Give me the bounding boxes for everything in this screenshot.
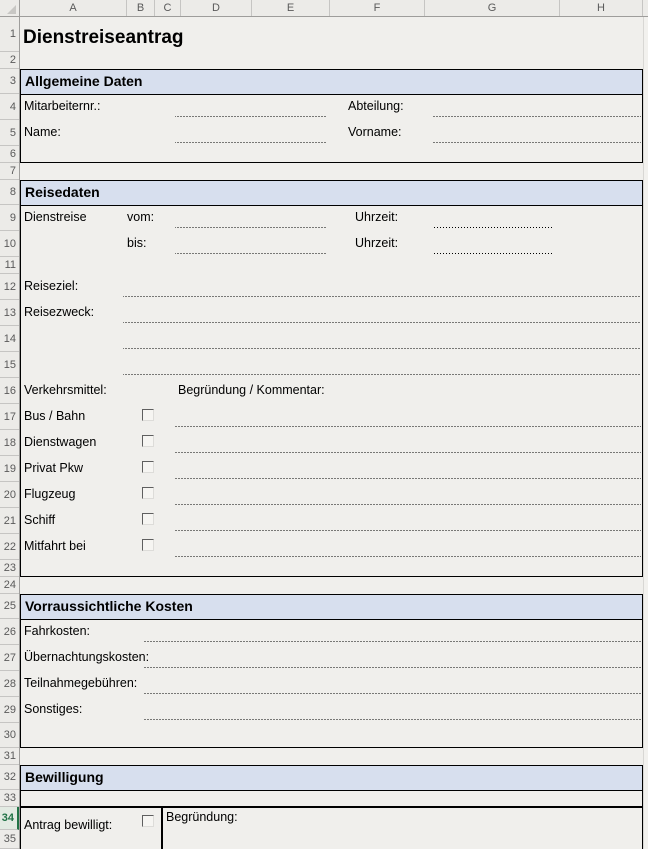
fahrkosten-label: Fahrkosten: (24, 624, 91, 638)
column-header-g[interactable]: G (425, 0, 560, 16)
row-header-19[interactable]: 19 (0, 456, 19, 482)
approval-divider-vertical (161, 806, 163, 849)
uebernachtungskosten-field[interactable] (143, 666, 641, 668)
row-header-11[interactable]: 11 (0, 257, 19, 274)
time-label-1: Uhrzeit: (355, 210, 399, 224)
row-header-24[interactable]: 24 (0, 577, 19, 594)
section-costs-header: Vorraussichtliche Kosten (21, 595, 642, 620)
dienstwagen-checkbox[interactable] (142, 435, 154, 447)
mitfahrt-label: Mitfahrt bei (24, 539, 86, 553)
row-header-25[interactable]: 25 (0, 594, 19, 619)
select-all-triangle-icon (7, 5, 16, 14)
column-header-h[interactable]: H (560, 0, 643, 16)
approved-label: Antrag bewilligt: (24, 818, 113, 832)
name-label: Name: (24, 125, 61, 139)
row-header-16[interactable]: 16 (0, 378, 19, 404)
section-trip-box (20, 180, 643, 577)
teilnahmegebuehren-field[interactable] (143, 692, 641, 694)
row-header-21[interactable]: 21 (0, 508, 19, 534)
row-header-30[interactable]: 30 (0, 723, 19, 748)
row-header-31[interactable]: 31 (0, 748, 19, 765)
row-header-5[interactable]: 5 (0, 120, 19, 146)
section-costs-box (20, 594, 643, 748)
row-header-12[interactable]: 12 (0, 274, 19, 300)
row-header-26[interactable]: 26 (0, 619, 19, 645)
from-date-field[interactable] (175, 226, 327, 228)
first-name-field[interactable] (433, 141, 641, 143)
column-header-d[interactable]: D (181, 0, 252, 16)
row-header-strip (0, 17, 20, 849)
row-header-34-active[interactable]: 34 (0, 807, 19, 830)
dienstwagen-comment-field[interactable] (175, 451, 641, 453)
purpose-label: Reisezweck: (24, 305, 95, 319)
row-header-3[interactable]: 3 (0, 69, 19, 94)
privat-pkw-comment-field[interactable] (175, 477, 641, 479)
column-header-f[interactable]: F (330, 0, 425, 16)
section-trip-header: Reisedaten (21, 181, 642, 206)
row-header-14[interactable]: 14 (0, 326, 19, 352)
row-header-2[interactable]: 2 (0, 52, 19, 69)
schiff-comment-field[interactable] (175, 529, 641, 531)
flugzeug-checkbox[interactable] (142, 487, 154, 499)
fahrkosten-field[interactable] (143, 640, 641, 642)
row-header-1[interactable]: 1 (0, 17, 19, 52)
row-header-4[interactable]: 4 (0, 94, 19, 120)
time-label-2: Uhrzeit: (355, 236, 399, 250)
destination-field[interactable] (123, 295, 641, 297)
column-header-strip (0, 0, 648, 17)
flugzeug-comment-field[interactable] (175, 503, 641, 505)
row-header-23[interactable]: 23 (0, 560, 19, 577)
bus-bahn-checkbox[interactable] (142, 409, 154, 421)
column-header-c[interactable]: C (155, 0, 181, 16)
reason-comment-label: Begründung / Kommentar: (178, 383, 325, 397)
row-header-8[interactable]: 8 (0, 180, 19, 205)
purpose-field-line-1[interactable] (123, 321, 641, 323)
partial-column-strip (643, 17, 648, 849)
approval-divider-horizontal (20, 806, 643, 808)
row-header-29[interactable]: 29 (0, 697, 19, 723)
schiff-checkbox[interactable] (142, 513, 154, 525)
privat-pkw-checkbox[interactable] (142, 461, 154, 473)
column-header-a[interactable]: A (20, 0, 127, 16)
column-header-e[interactable]: E (252, 0, 330, 16)
row-header-27[interactable]: 27 (0, 645, 19, 671)
row-header-9[interactable]: 9 (0, 205, 19, 231)
mitfahrt-checkbox[interactable] (142, 539, 154, 551)
dienstwagen-label: Dienstwagen (24, 435, 97, 449)
approved-checkbox[interactable] (142, 815, 154, 827)
purpose-field-line-2[interactable] (123, 347, 641, 349)
column-header-partial (643, 0, 648, 16)
column-header-b[interactable]: B (127, 0, 155, 16)
section-approval-header: Bewilligung (21, 766, 642, 791)
department-label: Abteilung: (348, 99, 404, 113)
sonstiges-field[interactable] (143, 718, 641, 720)
form-title: Dienstreiseantrag (23, 27, 184, 48)
name-field[interactable] (175, 141, 327, 143)
row-header-15[interactable]: 15 (0, 352, 19, 378)
destination-label: Reiseziel: (24, 279, 79, 293)
row-header-28[interactable]: 28 (0, 671, 19, 697)
bus-bahn-label: Bus / Bahn (24, 409, 86, 423)
row-header-10[interactable]: 10 (0, 231, 19, 257)
row-header-22[interactable]: 22 (0, 534, 19, 560)
sonstiges-label: Sonstiges: (24, 702, 83, 716)
row-header-20[interactable]: 20 (0, 482, 19, 508)
row-header-17[interactable]: 17 (0, 404, 19, 430)
first-name-label: Vorname: (348, 125, 402, 139)
schiff-label: Schiff (24, 513, 56, 527)
employee-no-field[interactable] (175, 115, 327, 117)
row-header-33[interactable]: 33 (0, 790, 19, 807)
row-header-6[interactable]: 6 (0, 146, 19, 163)
bus-bahn-comment-field[interactable] (175, 425, 641, 427)
to-date-field[interactable] (175, 252, 327, 254)
row-header-13[interactable]: 13 (0, 300, 19, 326)
mitfahrt-comment-field[interactable] (175, 555, 641, 557)
from-time-field[interactable] (433, 226, 552, 228)
teilnahmegebuehren-label: Teilnahmegebühren: (24, 676, 138, 690)
department-field[interactable] (433, 115, 641, 117)
row-header-7[interactable]: 7 (0, 163, 19, 180)
employee-no-label: Mitarbeiternr.: (24, 99, 101, 113)
row-header-35[interactable]: 35 (0, 830, 19, 849)
to-label: bis: (127, 236, 147, 250)
row-header-32[interactable]: 32 (0, 765, 19, 790)
purpose-field-line-3[interactable] (123, 373, 641, 375)
trip-label: Dienstreise (24, 210, 87, 224)
to-time-field[interactable] (433, 252, 552, 254)
section-general-header: Allgemeine Daten (21, 70, 642, 95)
flugzeug-label: Flugzeug (24, 487, 76, 501)
privat-pkw-label: Privat Pkw (24, 461, 84, 475)
from-label: vom: (127, 210, 155, 224)
select-all-corner[interactable] (0, 0, 20, 16)
uebernachtungskosten-label: Übernachtungskosten: (24, 650, 150, 664)
transport-label: Verkehrsmittel: (24, 383, 107, 397)
approval-reason-label: Begründung: (166, 810, 238, 824)
row-header-18[interactable]: 18 (0, 430, 19, 456)
